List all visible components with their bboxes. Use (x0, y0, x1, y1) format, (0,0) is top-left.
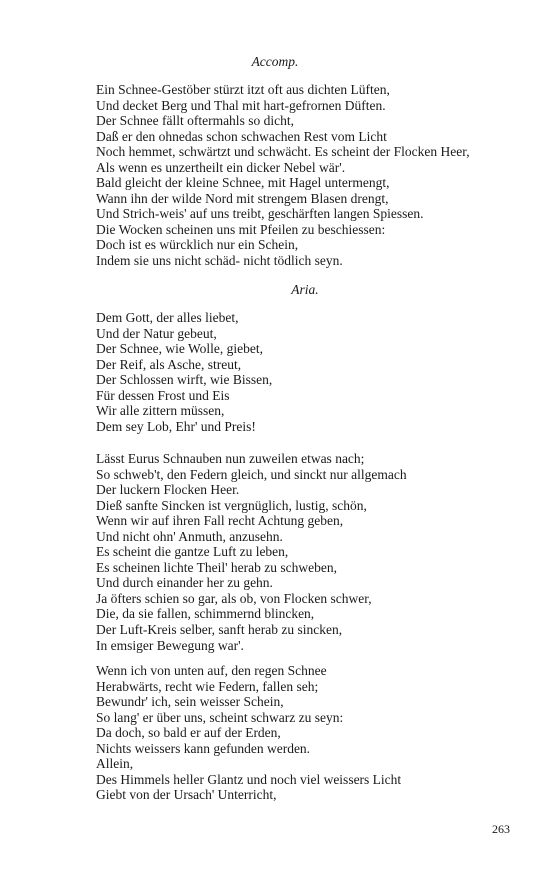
verse-line: Es scheint die gantze Luft zu leben, (96, 544, 289, 560)
page-number: 263 (492, 822, 510, 836)
verse-line: Ein Schnee-Gestöber stürzt itzt oft aus dichten Lüften, (96, 82, 390, 97)
verse-line: Und nicht ohn' Anmuth, anzusehn. (96, 528, 283, 544)
verse-line: Die Wocken scheinen uns mit Pfeilen zu beschiessen: (96, 221, 386, 237)
verse-line: Der luckern Flocken Heer. (96, 482, 240, 498)
verse-line: Giebt von der Ursach' Unterricht, (96, 787, 277, 803)
verse-line: Und Strich-weis' auf uns treibt, geschärften langen Spiessen. (96, 206, 424, 222)
verse-line: Da doch, so bald er auf der Erden, (96, 725, 281, 741)
verse-line: Bald gleicht der kleine Schnee, mit Hagel untermengt, (96, 175, 390, 191)
verse-line: Ja öfters schien so gar, als ob, von Flocken schwer, (96, 590, 372, 606)
verse-line: Indem sie uns nicht schäd- nicht tödlich seyn. (96, 253, 343, 269)
verse-line: Des Himmels heller Glantz und noch viel weissers Licht (96, 771, 402, 787)
verse-line: Es scheinen lichte Theil' herab zu schweben, (96, 559, 337, 575)
verse-line: Als wenn es unzertheilt ein dicker Nebel wär'. (96, 159, 346, 175)
verse-line: Bewundr' ich, sein weisser Schein, (96, 694, 284, 710)
verse-line: Nichts weissers kann gefunden werden. (96, 740, 311, 756)
verse-line: Wenn wir auf ihren Fall recht Achtung geben, (96, 513, 344, 529)
verse-line: Der Schnee fällt oftermahls so dicht, (96, 113, 294, 129)
recitative-stanza-2 (96, 451, 516, 653)
verse-line: Der Schnee, wie Wolle, giebet, (96, 341, 263, 357)
verse-line: Daß er den ohnedas schon schwachen Rest vom Licht (96, 128, 387, 144)
verse-line: Der Luft-Kreis selber, sanft herab zu sincken, (96, 622, 343, 638)
verse-line: So lang' er über uns, scheint schwarz zu seyn: (96, 709, 344, 725)
verse-line: Lässt Eurus Schnauben nun zuweilen etwas nach; (96, 451, 365, 466)
verse-line: Noch hemmet, schwärtzt und schwächt. Es scheint der Flocken Heer, (96, 144, 470, 160)
verse-line: Dem sey Lob, Ehr' und Preis! (96, 418, 256, 434)
verse-line: Wir alle zittern müssen, (96, 403, 225, 419)
verse-line: Wenn ich von unten auf, den regen Schnee (96, 663, 327, 678)
verse-line: Dieß sanfte Sincken ist vergnüglich, lustig, schön, (96, 497, 367, 513)
recitative-stanza-3 (96, 663, 516, 803)
recitative-stanza-1 (96, 82, 516, 269)
verse-line: Der Reif, als Asche, streut, (96, 356, 242, 372)
accomp-heading: Accomp. (251, 54, 299, 69)
aria-heading: Aria. (291, 282, 319, 297)
verse-line: Doch ist es würcklich nur ein Schein, (96, 237, 299, 253)
verse-line: Der Schlossen wirft, wie Bissen, (96, 372, 273, 388)
verse-line: In emsiger Bewegung war'. (96, 637, 244, 653)
verse-line: Herabwärts, recht wie Federn, fallen seh; (96, 678, 319, 694)
verse-line: Und decket Berg und Thal mit hart-gefrornen Düften. (96, 97, 386, 113)
verse-line: So schweb't, den Federn gleich, und sinckt nur allgemach (96, 466, 407, 482)
verse-line: Die, da sie fallen, schimmernd blincken, (96, 606, 315, 622)
verse-line: Und der Natur gebeut, (96, 325, 217, 341)
verse-line: Dem Gott, der alles liebet, (96, 310, 239, 325)
verse-line: Für dessen Frost und Eis (96, 387, 230, 403)
verse-line: Wann ihn der wilde Nord mit strengem Blasen drengt, (96, 190, 389, 206)
verse-line: Allein, (96, 756, 134, 772)
aria-stanza (96, 310, 516, 434)
verse-line: Und durch einander her zu gehn. (96, 575, 273, 591)
